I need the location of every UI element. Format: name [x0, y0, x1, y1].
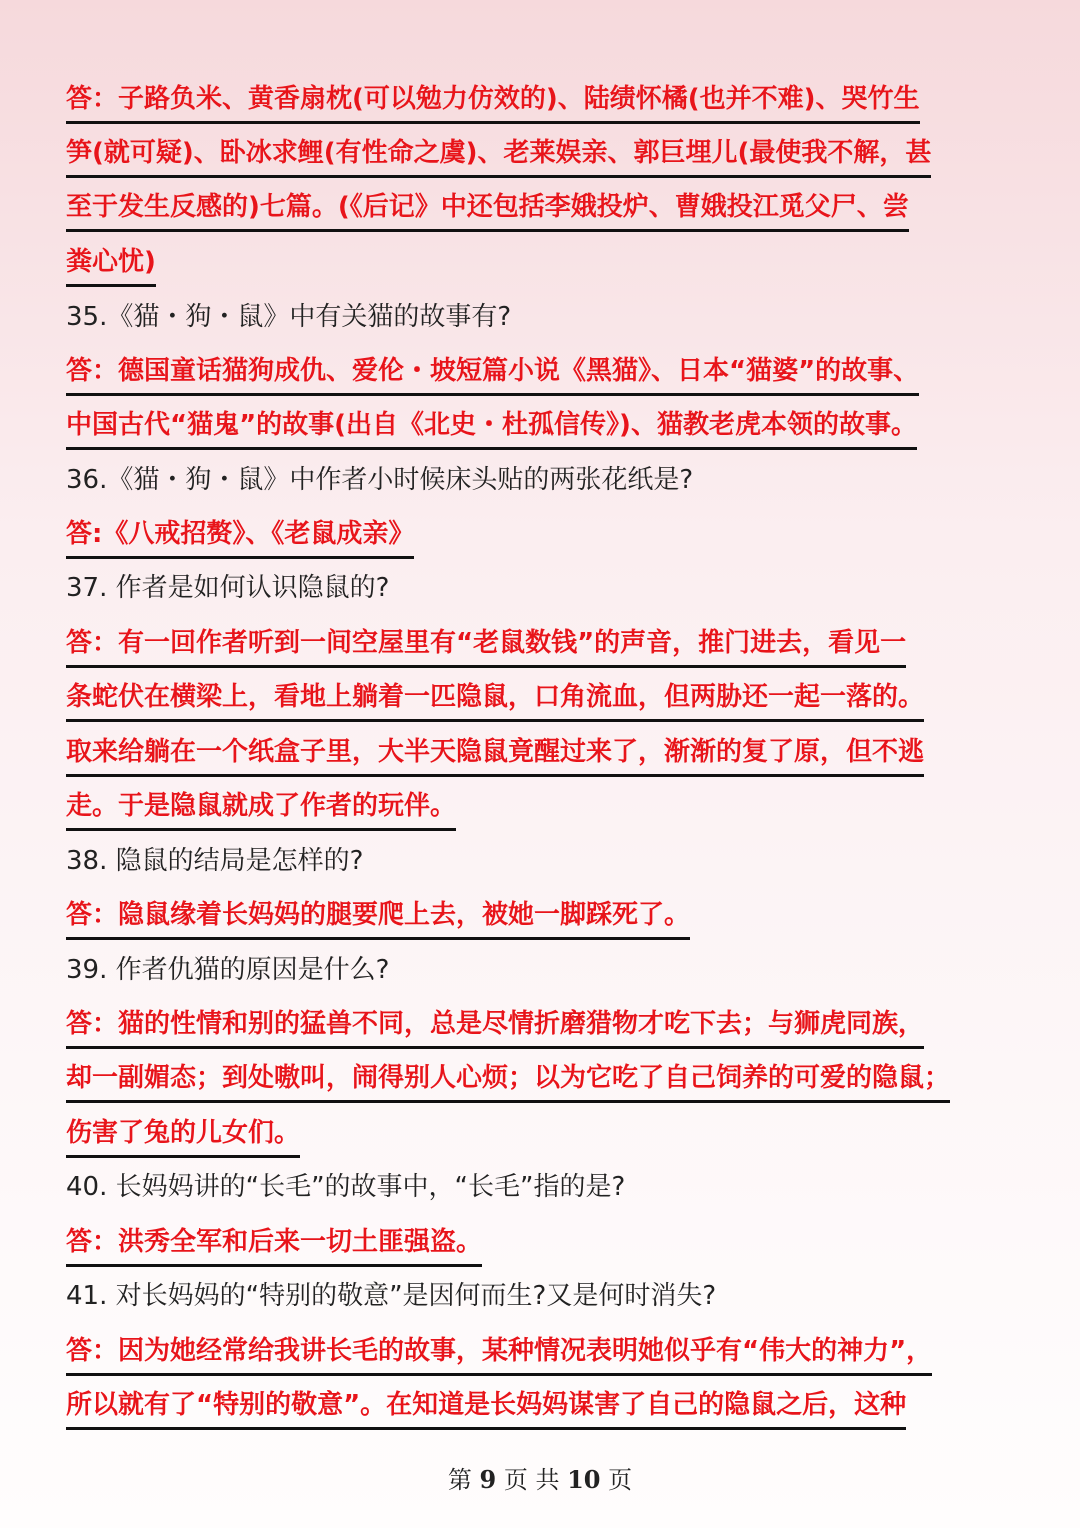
- answer-line: 条蛇伏在横梁上，看地上躺着一匹隐鼠，口角流血，但两胁还一起一落的。: [66, 677, 924, 722]
- question-line: 40. 长妈妈讲的“长毛”的故事中，“长毛”指的是?: [66, 1172, 626, 1202]
- footer-middle: 页 共: [503, 1466, 560, 1494]
- total-page-count: 10: [567, 1465, 601, 1494]
- answer-line: 答：子路负米、黄香扇枕(可以勉力仿效的)、陆绩怀橘(也并不难)、哭竹生: [66, 79, 920, 124]
- answer-line: 所以就有了“特别的敬意”。在知道是长妈妈谋害了自己的隐鼠之后，这种: [66, 1385, 906, 1430]
- footer-prefix: 第: [447, 1466, 472, 1494]
- question-line: 36.《猫・狗・鼠》中作者小时候床头贴的两张花纸是?: [66, 465, 694, 495]
- question-line: 38. 隐鼠的结局是怎样的?: [66, 846, 364, 876]
- answer-line: 答：隐鼠缘着长妈妈的腿要爬上去，被她一脚踩死了。: [66, 895, 690, 940]
- answer-line: 答：德国童话猫狗成仇、爱伦・坡短篇小说《黑猫》、日本“猫婆”的故事、: [66, 351, 919, 396]
- question-line: 39. 作者仇猫的原因是什么?: [66, 955, 390, 985]
- answer-line: 答：因为她经常给我讲长毛的故事，某种情况表明她似乎有“伟大的神力”，: [66, 1331, 932, 1376]
- answer-line: 中国古代“猫鬼”的故事(出自《北史・杜孤信传》)、猫教老虎本领的故事。: [66, 405, 917, 450]
- footer-suffix: 页: [608, 1466, 633, 1494]
- answer-line: 却一副媚态；到处嗷叫，闹得别人心烦；以为它吃了自己饲养的可爱的隐鼠；: [66, 1058, 950, 1103]
- answer-line: 答：猫的性情和别的猛兽不同，总是尽情折磨猎物才吃下去；与狮虎同族，: [66, 1004, 924, 1049]
- question-line: 37. 作者是如何认识隐鼠的?: [66, 573, 390, 603]
- page-footer: [0, 1460, 1080, 1495]
- answer-line: 答:《八戒招赘》、《老鼠成亲》: [66, 514, 414, 559]
- answer-line: 笋(就可疑)、卧冰求鲤(有性命之虞)、老莱娱亲、郭巨埋儿(最使我不解，甚: [66, 133, 931, 178]
- answer-line: 粪心忧): [66, 242, 156, 287]
- answer-line: 答：洪秀全军和后来一切土匪强盗。: [66, 1222, 482, 1267]
- question-line: 41. 对长妈妈的“特别的敬意”是因何而生?又是何时消失?: [66, 1281, 717, 1311]
- answer-line: 走。于是隐鼠就成了作者的玩伴。: [66, 786, 456, 831]
- current-page-number: 9: [479, 1465, 497, 1494]
- answer-line: 至于发生反感的)七篇。(《后记》中还包括李娥投炉、曹娥投江觅父尸、尝: [66, 187, 909, 232]
- answer-line: 伤害了兔的儿女们。: [66, 1113, 300, 1158]
- question-line: 35.《猫・狗・鼠》中有关猫的故事有?: [66, 302, 512, 332]
- answer-line: 取来给躺在一个纸盒子里，大半天隐鼠竟醒过来了，渐渐的复了原，但不逃: [66, 732, 924, 777]
- answer-line: 答：有一回作者听到一间空屋里有“老鼠数钱”的声音，推门进去，看见一: [66, 623, 906, 668]
